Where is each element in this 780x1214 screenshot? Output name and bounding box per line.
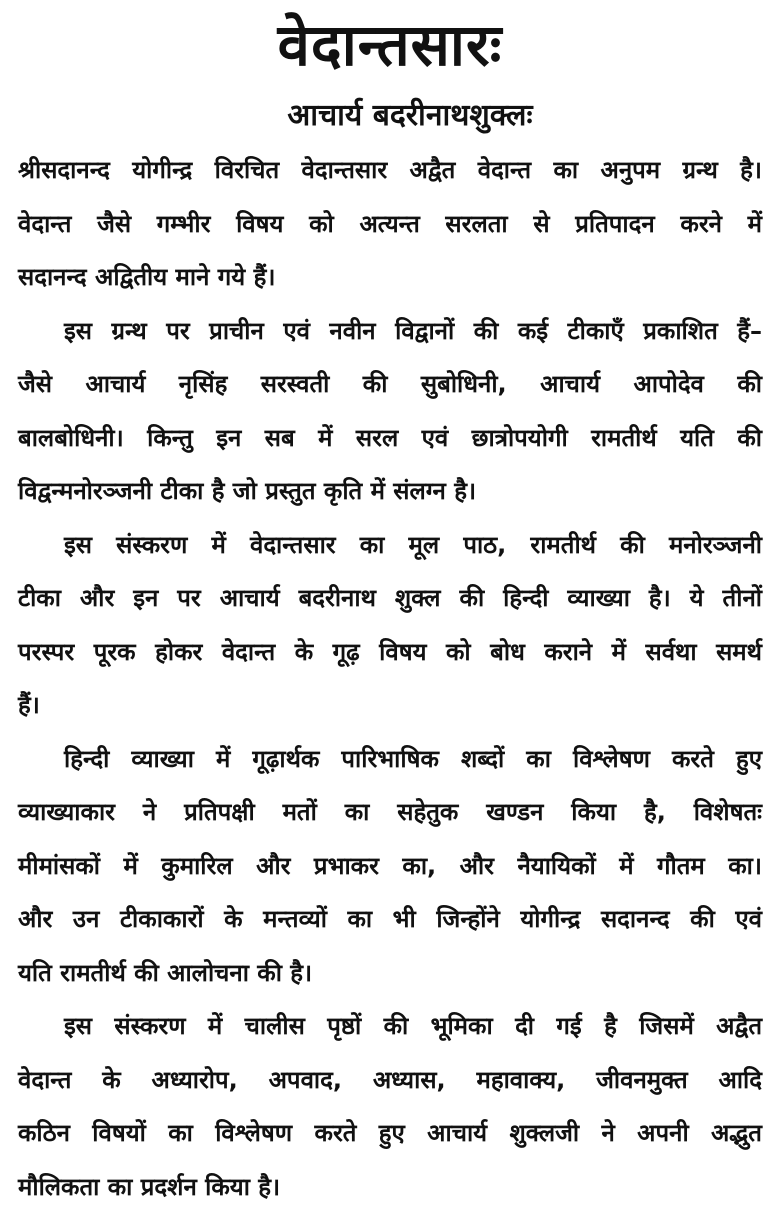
paragraph-line: मौलिकता का प्रदर्शन किया है।: [18, 1161, 762, 1214]
paragraph-5: [18, 1000, 762, 1214]
paragraph-line: यति रामतीर्थ की आलोचना की है।: [18, 947, 762, 1001]
paragraph-line: हैं।: [18, 679, 762, 733]
paragraph-line: इस संस्करण में चालीस पृष्ठों की भूमिका दी गई है जिसमें अद्वैत: [18, 1000, 762, 1054]
paragraph-line: इस संस्करण में वेदान्तसार का मूल पाठ, रामतीर्थ की मनोरञ्जनी: [18, 519, 762, 573]
paragraph-3: [18, 519, 762, 733]
paragraph-line: कठिन विषयों का विश्लेषण करते हुए आचार्य शुक्लजी ने अपनी अद्भुत: [18, 1107, 762, 1161]
paragraph-line: और उन टीकाकारों के मन्तव्यों का भी जिन्होंने योगीन्द्र सदानन्द की एवं: [18, 893, 762, 947]
document-title: वेदान्तसारः: [18, 0, 762, 88]
paragraph-line: इस ग्रन्थ पर प्राचीन एवं नवीन विद्वानों की कई टीकाएँ प्रकाशित हैं–: [18, 305, 762, 359]
paragraph-line: जैसे आचार्य नृसिंह सरस्वती की सुबोधिनी, आचार्य आपोदेव की: [18, 358, 762, 412]
paragraph-line: वेदान्त जैसे गम्भीर विषय को अत्यन्त सरलता से प्रतिपादन करने में: [18, 198, 762, 252]
paragraph-line: व्याख्याकार ने प्रतिपक्षी मतों का सहेतुक खण्डन किया है, विशेषतः: [18, 786, 762, 840]
document-subtitle: आचार्य बदरीनाथशुक्लः: [18, 88, 762, 144]
paragraph-line: विद्वन्मनोरञ्जनी टीका है जो प्रस्तुत कृति में संलग्न है।: [18, 465, 762, 519]
document-page: [18, 0, 762, 1108]
paragraph-line: हिन्दी व्याख्या में गूढ़ार्थक पारिभाषिक शब्दों का विश्लेषण करते हुए: [18, 733, 762, 787]
paragraph-4: [18, 733, 762, 1001]
paragraph-line: सदानन्द अद्वितीय माने गये हैं।: [18, 251, 762, 305]
document-body: [18, 144, 762, 1214]
paragraph-1: [18, 144, 762, 305]
paragraph-line: वेदान्त के अध्यारोप, अपवाद, अध्यास, महावाक्य, जीवनमुक्त आदि: [18, 1054, 762, 1108]
paragraph-line: टीका और इन पर आचार्य बदरीनाथ शुक्ल की हिन्दी व्याख्या है। ये तीनों: [18, 572, 762, 626]
paragraph-line: परस्पर पूरक होकर वेदान्त के गूढ़ विषय को बोध कराने में सर्वथा समर्थ: [18, 626, 762, 680]
paragraph-2: [18, 305, 762, 519]
paragraph-line: मीमांसकों में कुमारिल और प्रभाकर का, और नैयायिकों में गौतम का।: [18, 840, 762, 894]
paragraph-line: श्रीसदानन्द योगीन्द्र विरचित वेदान्तसार अद्वैत वेदान्त का अनुपम ग्रन्थ है।: [18, 144, 762, 198]
paragraph-line: बालबोधिनी। किन्तु इन सब में सरल एवं छात्रोपयोगी रामतीर्थ यति की: [18, 412, 762, 466]
